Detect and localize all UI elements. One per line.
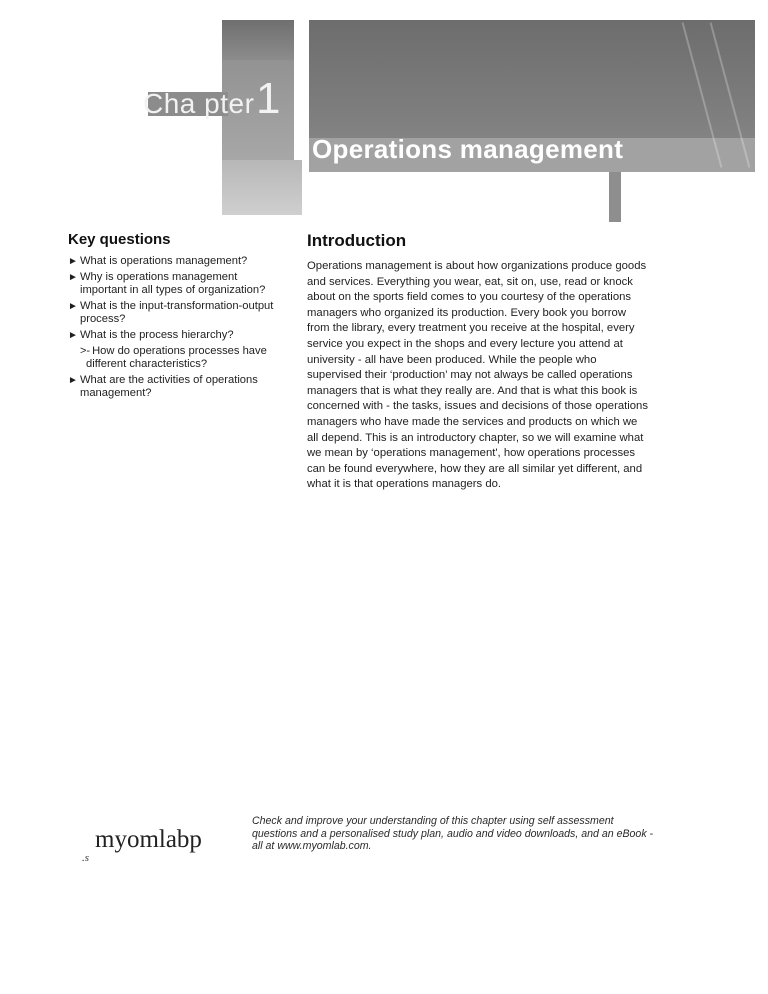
arrow-bullet-icon: ►	[68, 301, 78, 312]
dash-bullet-icon: >-	[80, 345, 91, 357]
header-tab	[609, 172, 621, 222]
logo-mark: .s	[82, 852, 90, 864]
chapter-title: Operations management	[312, 134, 624, 164]
key-question-item: ► What is the input-transformation-output process?	[68, 300, 274, 325]
chapter-label: Cha pter	[143, 88, 255, 119]
header-graphic-left-lower	[222, 160, 302, 215]
arrow-bullet-icon: ►	[68, 375, 78, 386]
key-question-item: ► Why is operations management important in all types of organization?	[68, 271, 266, 296]
key-questions-heading: Key questions	[68, 231, 171, 248]
key-question-item: ► What are the activities of operations management?	[68, 374, 258, 399]
key-question-item: ► What is the process hierarchy?	[68, 329, 234, 341]
arrow-bullet-icon: ►	[68, 272, 78, 283]
arrow-bullet-icon: ►	[68, 330, 78, 341]
arrow-bullet-icon: ►	[68, 256, 78, 267]
myomlab-logo: myomlabp	[95, 826, 202, 853]
key-question-item: >- How do operations processes have different characteristics?	[80, 345, 267, 370]
myomlab-note: Check and improve your understanding of this chapter using self assessment questions and a personalised study plan, audio and video downloads, and an eBook - all at www.myomlab.com.	[252, 815, 654, 853]
chapter-number: 1	[256, 74, 281, 123]
key-question-item: ► What is operations management?	[68, 255, 248, 267]
introduction-heading: Introduction	[307, 231, 407, 250]
introduction-body: Operations management is about how organizations produce goods and services. Everything you wear, eat, sit on, use, read or knock about on the sports field comes to you courtesy of the operations managers who organized its production. Every book you borrow from the library, every treatment you receive at the hospital, every service you expect in the shops and every lecture you attend at university - all have been produced. While the people who supervised their ‘production’ may not always be called operations managers that is what they really are. And that is what this book is concerned with - the tasks, issues and decisions of those operations managers who have made the services and products on which we all depend. This is an introductory chapter, so we will examine what we mean by ‘operations management', how operations processes can be found everywhere, how they are all similar yet different, and what it is that operations managers do.	[307, 260, 648, 491]
key-questions-list	[68, 255, 280, 403]
